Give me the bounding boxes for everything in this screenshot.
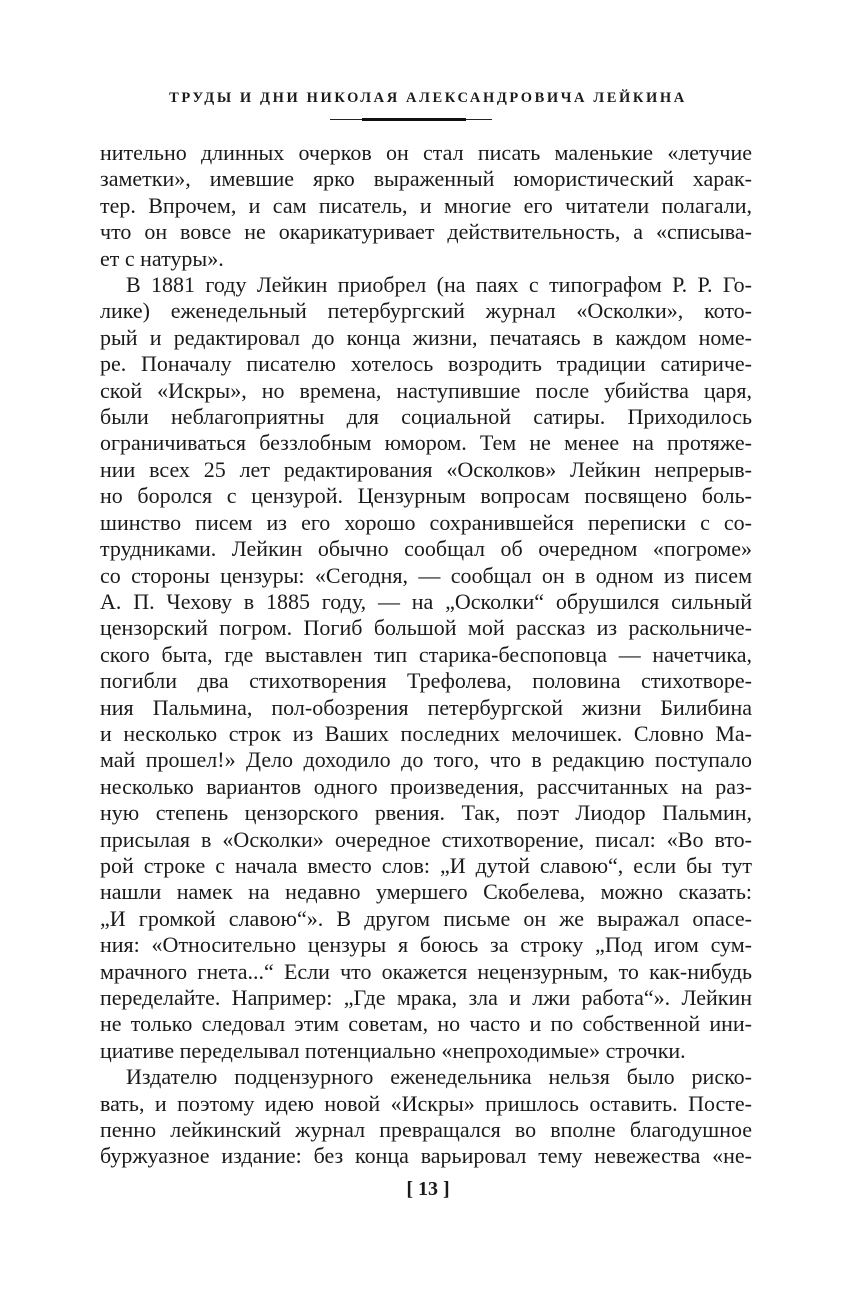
text-line: были неблагоприятны для социальной сатиры. Приходилось: [100, 404, 752, 430]
running-head: ТРУДЫ И ДНИ НИКОЛАЯ АЛЕКСАНДРОВИЧА ЛЕЙКИНА: [169, 90, 687, 106]
text-line: нии всех 25 лет редактирования «Осколков» Лейкин непрерыв-: [100, 456, 752, 482]
text-line: вать, и поэтому идею новой «Искры» пришлось оставить. Посте-: [100, 1090, 752, 1116]
text-line: ния: «Относительно цензуры я боюсь за строку „Под игом сум-: [100, 932, 752, 958]
text-line: Издателю подцензурного еженедельника нельзя было риско-: [126, 1064, 752, 1090]
body-text: [100, 140, 752, 1170]
text-line: рой строке с начала вместо слов: „И дутой славою“, если бы тут: [100, 852, 752, 878]
text-line: ской «Искры», но времена, наступившие после убийства царя,: [100, 377, 752, 403]
text-line: лике) еженедельный петербургский журнал «Осколки», кото-: [100, 298, 752, 324]
text-line: несколько вариантов одного произведения, рассчитанных на раз-: [100, 773, 752, 799]
text-line: А. П. Чехову в 1885 году, — на „Осколки“ обрушился сильный: [100, 588, 752, 614]
text-line: ограничиваться беззлобным юмором. Тем не менее на протяже-: [100, 430, 752, 456]
text-line: ского быта, где выставлен тип старика-беспоповца — начетчика,: [100, 641, 752, 667]
text-line: ре. Поначалу писателю хотелось возродить традиции сатириче-: [100, 351, 752, 377]
header-rule-thick: [362, 118, 466, 121]
text-line: что он вовсе не окарикатуривает действительность, а «списыва-: [100, 219, 752, 245]
text-line: нашли намек на недавно умершего Скобелева, можно сказать:: [100, 879, 752, 905]
text-line: трудниками. Лейкин обычно сообщал об очередном «погроме»: [100, 536, 752, 562]
text-line: не только следовал этим советам, но часто и по собственной ини-: [100, 1011, 752, 1037]
text-line: но боролся с цензурой. Цензурным вопросам посвящено боль-: [100, 483, 752, 509]
text-line: пенно лейкинский журнал превращался во вполне благодушное: [100, 1117, 752, 1143]
text-line: цензорский погром. Погиб большой мой рассказ из раскольниче-: [100, 615, 752, 641]
text-line: ния Пальмина, пол-обозрения петербургской жизни Билибина: [100, 694, 752, 720]
page-number: [ 13 ]: [406, 1178, 450, 1200]
paragraph: [100, 1064, 752, 1170]
text-line: присылая в «Осколки» очередное стихотворение, писал: «Во вто-: [100, 826, 752, 852]
text-line: со стороны цензуры: «Сегодня, — сообщал он в одном из писем: [100, 562, 752, 588]
text-line: нительно длинных очерков он стал писать маленькие «летучие: [100, 140, 752, 165]
text-line: ную степень цензорского рвения. Так, поэт Лиодор Пальмин,: [100, 800, 752, 826]
text-line: „И громкой славою“». В другом письме он же выражал опасе-: [100, 905, 752, 931]
paragraph: [100, 140, 752, 272]
text-line: и несколько строк из Ваших последних мелочишек. Словно Ма-: [100, 720, 752, 746]
text-line: тер. Впрочем, и сам писатель, и многие его читатели полагали,: [100, 192, 752, 218]
text-line: буржуазное издание: без конца варьировал тему невежества «не-: [100, 1143, 752, 1169]
text-line: ет с натуры».: [100, 245, 224, 271]
text-line: В 1881 году Лейкин приобрел (на паях с типографом Р. Р. Го-: [126, 272, 752, 298]
text-line: рый и редактировал до конца жизни, печатаясь в каждом номе-: [100, 324, 752, 350]
text-line: погибли два стихотворения Трефолева, половина стихотворе-: [100, 668, 752, 694]
text-line: мрачного гнета...“ Если что окажется нецензурным, то как-нибудь: [100, 958, 752, 984]
text-line: шинство писем из его хорошо сохранившейся переписки с со-: [100, 509, 752, 535]
text-line: май прошел!» Дело доходило до того, что в редакцию поступало: [100, 747, 752, 773]
paragraph: [100, 272, 752, 1064]
text-line: заметки», имевшие ярко выраженный юмористический харак-: [100, 166, 752, 192]
text-line: переделайте. Например: „Где мрака, зла и лжи работа“». Лейкин: [100, 985, 752, 1010]
text-line: циативе переделывал потенциально «непроходимые» строчки.: [100, 1037, 686, 1063]
